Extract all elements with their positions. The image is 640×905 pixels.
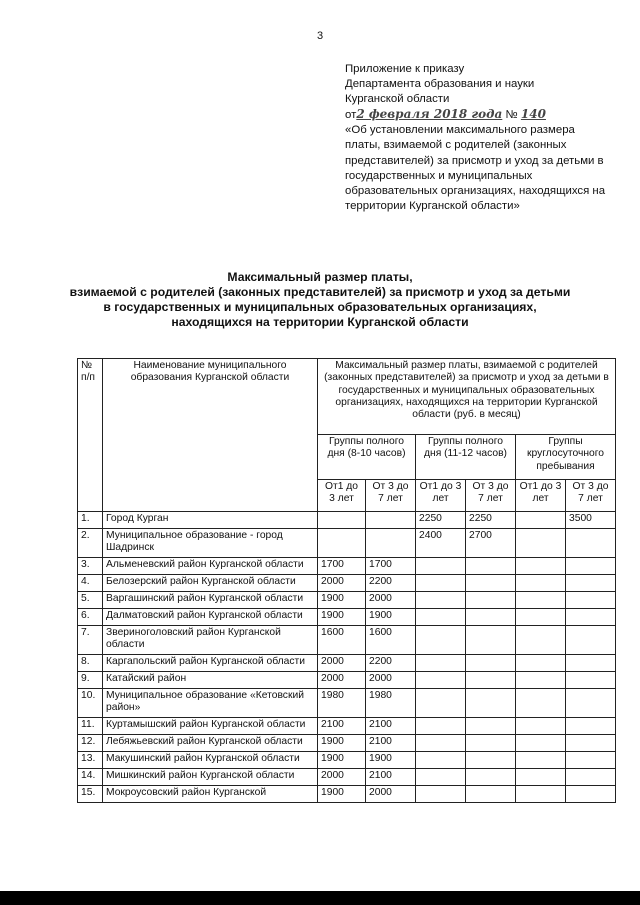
fee-value-cell: 2250 [416,512,466,529]
table-row [78,735,616,752]
fee-value-cell [416,558,466,575]
municipality-name: Каргапольский район Курганской области [103,655,318,672]
table-row [78,575,616,592]
fee-value-cell [416,735,466,752]
municipality-name: Далматовский район Курганской области [103,609,318,626]
fee-value-cell: 2100 [366,718,416,735]
fee-value-cell [516,609,566,626]
title-line-2: взимаемой с родителей (законных представителей) за присмотр и уход за детьми [69,285,571,299]
fee-value-cell [416,672,466,689]
fee-value-cell [466,575,516,592]
row-number: 12. [78,735,103,752]
table-row [78,655,616,672]
municipality-name: Куртамышский район Курганской области [103,718,318,735]
fee-value-cell [516,735,566,752]
fee-value-cell [416,752,466,769]
table-row [78,752,616,769]
fee-value-cell: 2100 [366,735,416,752]
fee-value-cell: 2700 [466,529,516,558]
fee-value-cell: 1900 [318,752,366,769]
fee-value-cell [466,689,516,718]
fee-value-cell [566,752,616,769]
header-age-1-3: От1 до 3 лет [516,480,566,512]
fee-value-cell [416,769,466,786]
fee-value-cell [516,626,566,655]
header-group-24h: Группы круглосуточного пребывания [516,435,616,480]
table-row [78,689,616,718]
table-row [78,592,616,609]
municipality-name: Макушинский район Курганской области [103,752,318,769]
municipality-name: Мишкинский район Курганской области [103,769,318,786]
fee-value-cell [416,689,466,718]
fee-value-cell [566,626,616,655]
fee-value-cell: 2100 [318,718,366,735]
fee-value-cell [516,575,566,592]
fee-value-cell: 2000 [366,592,416,609]
header-age-3-7: От 3 до 7 лет [566,480,616,512]
row-number: 2. [78,529,103,558]
from-prefix: от [345,109,357,122]
fee-value-cell: 2000 [318,769,366,786]
number-prefix: № [505,109,518,122]
fee-value-cell [466,592,516,609]
fee-value-cell [416,718,466,735]
fee-value-cell [416,609,466,626]
row-number: 6. [78,609,103,626]
municipality-name: Лебяжьевский район Курганской области [103,735,318,752]
fee-value-cell [516,786,566,803]
row-number: 7. [78,626,103,655]
header-num: № п/п [78,359,103,512]
fee-value-cell: 1900 [366,609,416,626]
fee-value-cell: 1980 [366,689,416,718]
fee-value-cell [566,529,616,558]
municipality-name: Мокроусовский район Курганской [103,786,318,803]
fee-value-cell [416,626,466,655]
document-title [40,270,600,330]
fee-value-cell: 1600 [366,626,416,655]
fee-value-cell: 1900 [366,752,416,769]
table-row [78,529,616,558]
fee-value-cell [566,592,616,609]
handwritten-date: 2 февраля 2018 года [356,107,503,122]
fee-value-cell: 2200 [366,575,416,592]
header-group-11-12: Группы полного дня (11-12 часов) [416,435,516,480]
appendix-line-1: Приложение к приказу [345,63,465,75]
fee-value-cell: 1700 [318,558,366,575]
fee-value-cell [466,735,516,752]
fee-value-cell [466,672,516,689]
fee-value-cell: 2000 [366,672,416,689]
header-max-fee: Максимальный размер платы, взимаемой с родителей (законных представителей) за присмотр и уход за детьми в государственных и муниципальных образовательных организациях, находящихся на территории Курганской области (руб. в месяц) [318,359,616,435]
order-title: «Об установлении максимального размера платы, взимаемой с родителей (законных представителей) за присмотр и уход за детьми в государственных и муниципальных образовательных организациях, находящихся на территории Курганской области» [345,124,606,212]
fee-value-cell [318,512,366,529]
fee-value-cell [566,558,616,575]
fee-value-cell [416,786,466,803]
fee-value-cell [566,672,616,689]
title-line-4: находящихся на территории Курганской области [171,315,469,329]
fee-value-cell [566,718,616,735]
fee-value-cell [566,769,616,786]
scan-bottom-edge [0,891,640,905]
fee-value-cell: 2200 [366,655,416,672]
table-row [78,626,616,655]
fee-value-cell: 1900 [318,786,366,803]
row-number: 1. [78,512,103,529]
row-number: 4. [78,575,103,592]
header-name: Наименование муниципального образования Курганской области [103,359,318,512]
fee-value-cell [366,512,416,529]
fee-value-cell: 1980 [318,689,366,718]
row-number: 15. [78,786,103,803]
fee-value-cell [466,655,516,672]
header-age-1-3: От1 до 3 лет [416,480,466,512]
appendix-line-2: Департамента образования и науки [345,78,535,91]
fee-value-cell [516,512,566,529]
row-number: 13. [78,752,103,769]
header-group-8-10: Группы полного дня (8-10 часов) [318,435,416,480]
fee-value-cell: 1900 [318,592,366,609]
fee-value-cell: 2250 [466,512,516,529]
municipality-name: Альменевский район Курганской области [103,558,318,575]
row-number: 14. [78,769,103,786]
fee-value-cell: 2000 [318,672,366,689]
table-row [78,512,616,529]
page-number: 3 [316,30,324,42]
fee-value-cell: 1900 [318,735,366,752]
header-age-1-3: От1 до 3 лет [318,480,366,512]
fee-value-cell [416,655,466,672]
municipality-name: Катайский район [103,672,318,689]
table-row [78,558,616,575]
fee-value-cell [416,575,466,592]
table-row [78,672,616,689]
title-line-3: в государственных и муниципальных образовательных организациях, [103,300,537,314]
appendix-line-3: Курганской области [345,93,450,106]
fee-value-cell [466,626,516,655]
fee-table [77,358,616,803]
fee-value-cell [516,769,566,786]
row-number: 3. [78,558,103,575]
fee-value-cell: 2000 [318,655,366,672]
fee-value-cell [466,609,516,626]
fee-value-cell [416,592,466,609]
fee-value-cell [566,786,616,803]
order-date-line [345,107,613,123]
fee-value-cell: 1700 [366,558,416,575]
fee-value-cell [566,575,616,592]
row-number: 10. [78,689,103,718]
fee-value-cell [516,529,566,558]
fee-value-cell: 2400 [416,529,466,558]
fee-value-cell [566,609,616,626]
fee-value-cell: 2000 [318,575,366,592]
fee-value-cell [466,558,516,575]
fee-value-cell [516,592,566,609]
fee-value-cell [466,786,516,803]
fee-value-cell [566,655,616,672]
fee-value-cell [516,672,566,689]
municipality-name: Звериноголовский район Курганской области [103,626,318,655]
fee-value-cell [516,718,566,735]
row-number: 5. [78,592,103,609]
fee-value-cell: 3500 [566,512,616,529]
fee-value-cell: 2000 [366,786,416,803]
appendix-header [345,62,613,214]
fee-value-cell [516,689,566,718]
fee-value-cell [566,689,616,718]
municipality-name: Варгашинский район Курганской области [103,592,318,609]
fee-value-cell [516,655,566,672]
fee-value-cell [466,752,516,769]
municipality-name: Муниципальное образование «Кетовский район» [103,689,318,718]
fee-value-cell [516,558,566,575]
row-number: 8. [78,655,103,672]
fee-value-cell: 2100 [366,769,416,786]
title-line-1: Максимальный размер платы, [227,270,413,284]
fee-value-cell [466,718,516,735]
table-row [78,786,616,803]
municipality-name: Муниципальное образование - город Шадринск [103,529,318,558]
fee-value-cell: 1600 [318,626,366,655]
fee-value-cell [318,529,366,558]
municipality-name: Город Курган [103,512,318,529]
table-row [78,769,616,786]
fee-value-cell [566,735,616,752]
fee-value-cell [516,752,566,769]
fee-value-cell [466,769,516,786]
header-age-3-7: От 3 до 7 лет [366,480,416,512]
row-number: 11. [78,718,103,735]
row-number: 9. [78,672,103,689]
table-row [78,718,616,735]
fee-value-cell: 1900 [318,609,366,626]
handwritten-number: 140 [520,107,546,122]
municipality-name: Белозерский район Курганской области [103,575,318,592]
header-age-3-7: От 3 до 7 лет [466,480,516,512]
table-row [78,609,616,626]
fee-value-cell [366,529,416,558]
